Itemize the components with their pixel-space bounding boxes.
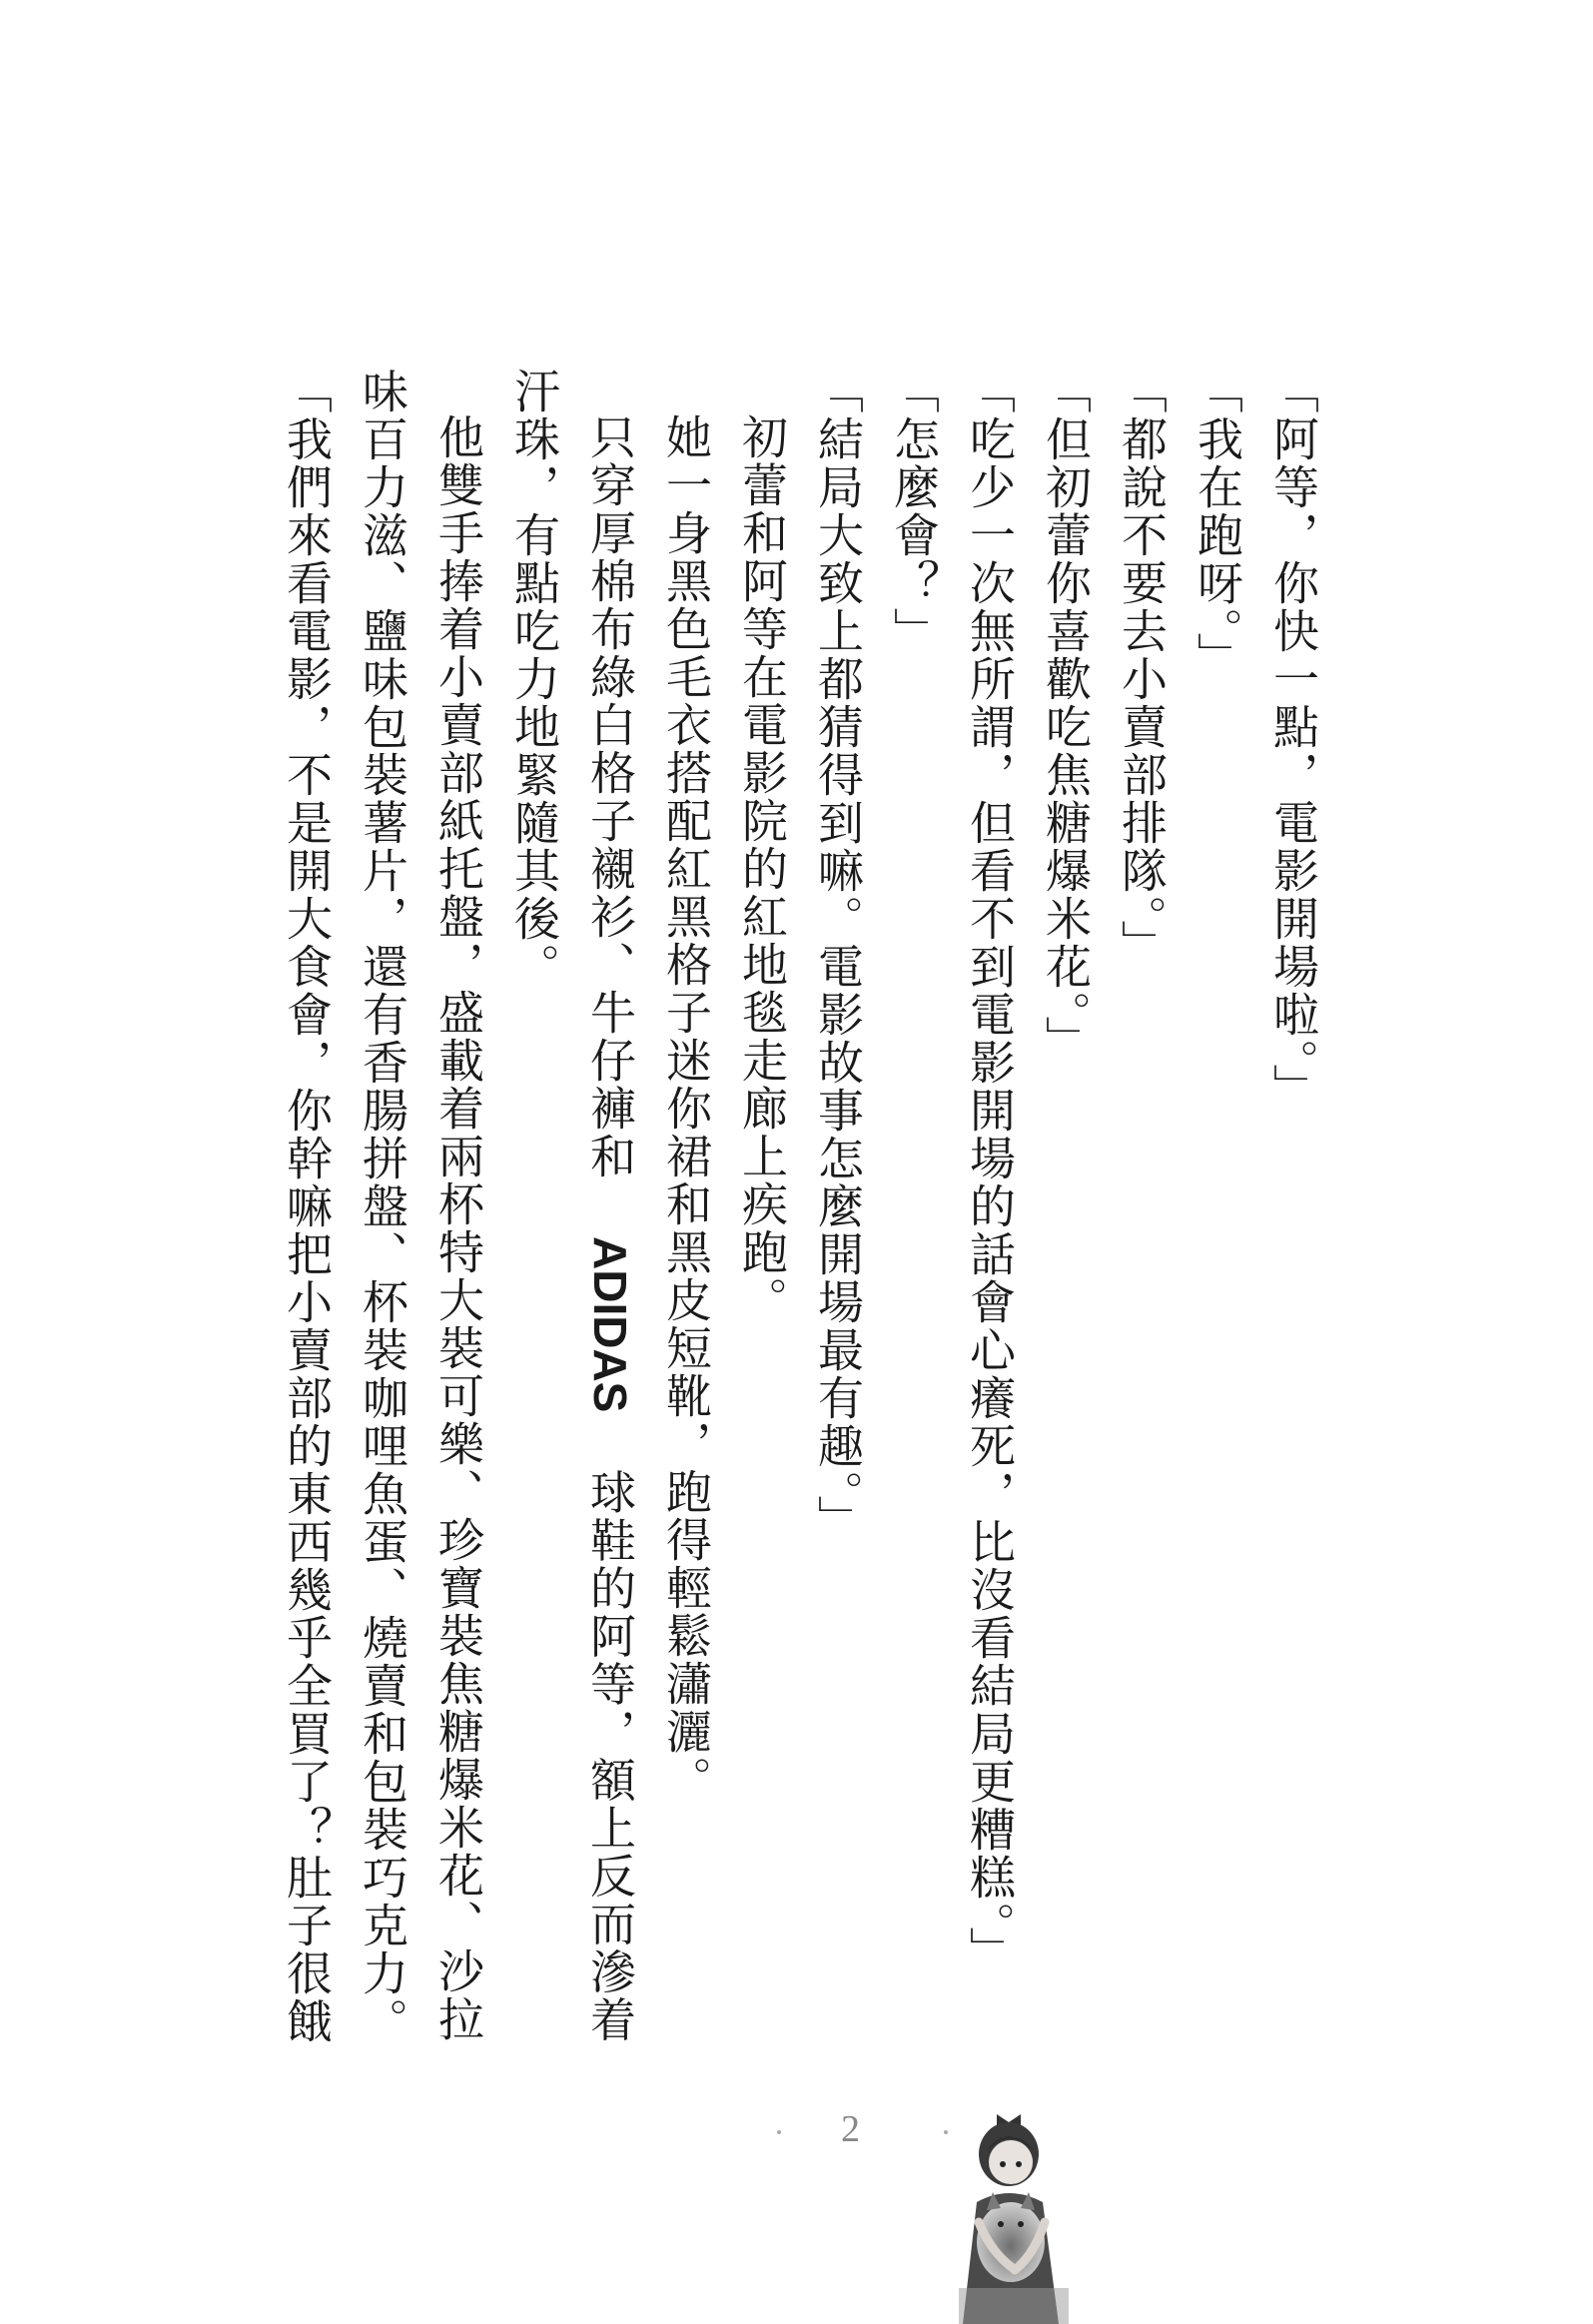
paragraph: 「都說不要去小賣部排隊。」: [1115, 368, 1169, 968]
paragraph: 「但初蕾你喜歡吃焦糖爆米花。」: [1039, 368, 1093, 1064]
paragraph: 她一身黑色毛衣搭配紅黑格子迷你裙和黑皮短靴，跑得輕鬆瀟灑。: [659, 413, 713, 1804]
paragraph: 「阿等，你快一點，電影開場啦。」: [1266, 368, 1320, 1112]
paragraph: 「怎麼會？」: [887, 368, 941, 655]
page-number-dot-left: [777, 2130, 781, 2134]
brand-name: ADIDAS: [584, 1236, 636, 1413]
paragraph: 「吃少一次無所謂，但看不到電影開場的話會心癢死，比沒看結局更糟糕。」: [963, 368, 1017, 1974]
paragraph: 初蕾和阿等在電影院的紅地毯走廊上疾跑。: [735, 413, 789, 1324]
page-number: 2: [841, 2108, 860, 2150]
paragraph: 「我在跑呀。」: [1191, 368, 1244, 680]
paragraph-text-before: 只穿厚棉布綠白格子襯衫、牛仔褲和: [583, 413, 637, 1236]
paragraph-with-brand: [496, 368, 648, 2065]
paragraph: 他雙手捧着小賣部紙托盤，盛載着兩杯特大裝可樂、珍寶裝焦糖爆米花、沙拉味百力滋、鹽味包裝薯片，還有香腸拼盤、杯裝咖哩魚蛋、燒賣和包裝巧克力。: [356, 368, 485, 2045]
vertical-text-body: [269, 368, 1331, 2065]
girl-holding-cat-illustration: [939, 2092, 1099, 2324]
paragraph: 「我們來看電影，不是開大食會，你幹嘛把小賣部的東西幾乎全買了？肚子很餓: [280, 368, 334, 2045]
paragraph: 「結局大致上都猜得到嘛。電影故事怎麼開場最有趣。」: [811, 368, 865, 1543]
paragraph-text-after: 球鞋的阿等，額上反而滲着汗珠，有點吃力地緊隨其後。: [507, 368, 637, 2044]
